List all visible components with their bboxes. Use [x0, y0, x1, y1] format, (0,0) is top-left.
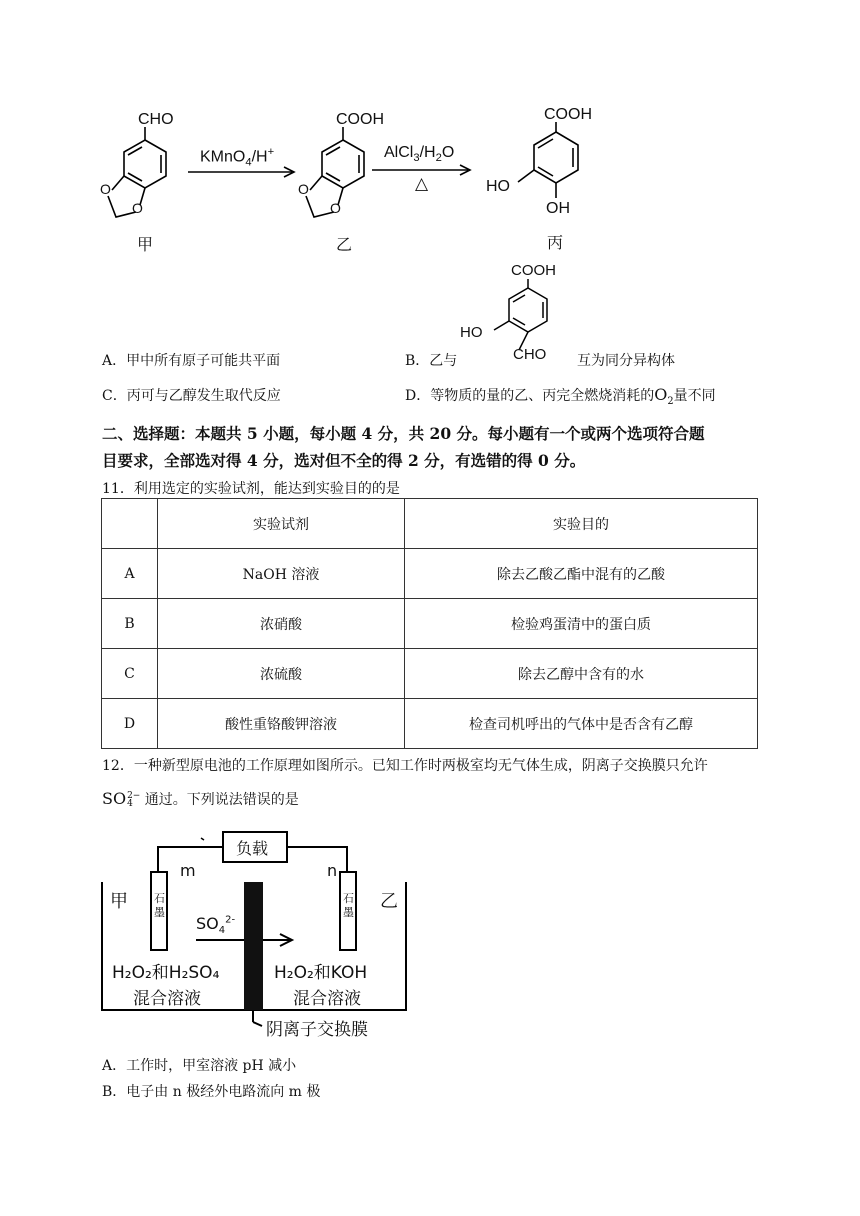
step2-reagent: $AlCl_3/H_2O$	[384, 144, 455, 165]
table-row	[102, 649, 758, 699]
isomer-cho-label: CHO	[513, 346, 547, 363]
right-room-label: 乙	[380, 891, 398, 912]
q11-stem: 11．利用选定的实验试剂，能达到实验目的的是	[102, 481, 400, 497]
table-header-cell	[102, 499, 158, 549]
left-room-label: 甲	[110, 891, 128, 912]
left-solution-line2: 混合溶液	[133, 989, 201, 1009]
isomer-structure	[440, 255, 580, 370]
caption-yi: 乙	[336, 235, 353, 254]
yi-cooh-label: COOH	[336, 111, 384, 128]
caption-bing: 丙	[547, 233, 564, 252]
yi-o-lower: O	[330, 200, 341, 216]
table-row	[102, 549, 758, 599]
q10-option-d: D．等物质的量的乙、丙完全燃烧消耗的$O_2$量不同	[405, 385, 716, 407]
left-solution-line1: H₂O₂和H₂SO₄	[112, 963, 220, 983]
section2-line1: 二、选择题：本题共 5 小题，每小题 4 分，共 20 分。每小题有一个或两个选项符合题	[102, 424, 705, 443]
table-cell: D	[102, 699, 158, 749]
q10-option-c: C．丙可与乙醇发生取代反应	[102, 388, 281, 404]
sulfate-ion-label: $SO_4^{2-}$	[196, 914, 236, 937]
right-solution-line2: 混合溶液	[293, 989, 361, 1009]
table-cell: 检验鸡蛋清中的蛋白质	[405, 599, 758, 649]
table-cell: 除去乙醇中含有的水	[405, 649, 758, 699]
step1-reagent: KMnO$_4$/H+	[200, 146, 275, 169]
table-cell: NaOH 溶液	[158, 549, 405, 599]
left-graphite-label: 石墨	[154, 892, 165, 919]
membrane-label: 阴离子交换膜	[266, 1020, 368, 1040]
electrode-m-label: m	[180, 861, 196, 880]
table-cell: 除去乙酸乙酯中混有的乙酸	[405, 549, 758, 599]
table-row	[102, 599, 758, 649]
q10-option-a: A．甲中所有原子可能共平面	[102, 353, 281, 369]
table-header-row	[102, 499, 758, 549]
q11-table	[101, 498, 758, 749]
table-cell: B	[102, 599, 158, 649]
q10-option-b-pre: B．乙与	[405, 353, 458, 369]
section2-line2: 目要求，全部选对得 4 分，选对但不全的得 2 分，有选错的得 0 分。	[102, 451, 586, 470]
isomer-ho-label: HO	[460, 324, 483, 341]
table-cell: 酸性重铬酸钾溶液	[158, 699, 405, 749]
q12-stem-line2: SO 2− 4 通过。下列说法错误的是	[102, 789, 299, 809]
q10-option-b-post: 互为同分异构体	[577, 353, 675, 369]
bing-oh-label: OH	[546, 200, 570, 217]
compound-bing-structure	[518, 122, 578, 198]
table-cell: A	[102, 549, 158, 599]
bing-ho-label: HO	[486, 178, 510, 195]
right-solution-line1: H₂O₂和KOH	[274, 963, 368, 983]
jia-cho-label: CHO	[138, 111, 174, 128]
table-row	[102, 699, 758, 749]
right-graphite-label: 石墨	[343, 892, 354, 919]
table-cell: 检查司机呼出的气体中是否含有乙醇	[405, 699, 758, 749]
table-cell: C	[102, 649, 158, 699]
caption-jia: 甲	[137, 235, 154, 254]
reaction-scheme	[0, 95, 620, 255]
table-header-cell: 实验试剂	[158, 499, 405, 549]
bing-cooh-label: COOH	[544, 106, 592, 123]
isomer-cooh-label: COOH	[511, 262, 556, 279]
table-header-cell: 实验目的	[405, 499, 758, 549]
table-cell: 浓硫酸	[158, 649, 405, 699]
yi-o-upper: O	[298, 181, 309, 197]
q12-option-a: A．工作时，甲室溶液 pH 减小	[102, 1058, 297, 1074]
electrode-n-label: n	[327, 861, 338, 880]
q12-option-b: B．电子由 n 极经外电路流向 m 极	[102, 1084, 321, 1100]
jia-o-lower: O	[132, 200, 143, 216]
table-cell: 浓硝酸	[158, 599, 405, 649]
q12-stem-line1: 12．一种新型原电池的工作原理如图所示。已知工作时两极室均无气体生成，阴离子交换膜只允许	[102, 758, 708, 774]
load-label: 负载	[236, 839, 269, 858]
jia-o-upper: O	[100, 181, 111, 197]
heat-symbol: △	[415, 174, 429, 194]
